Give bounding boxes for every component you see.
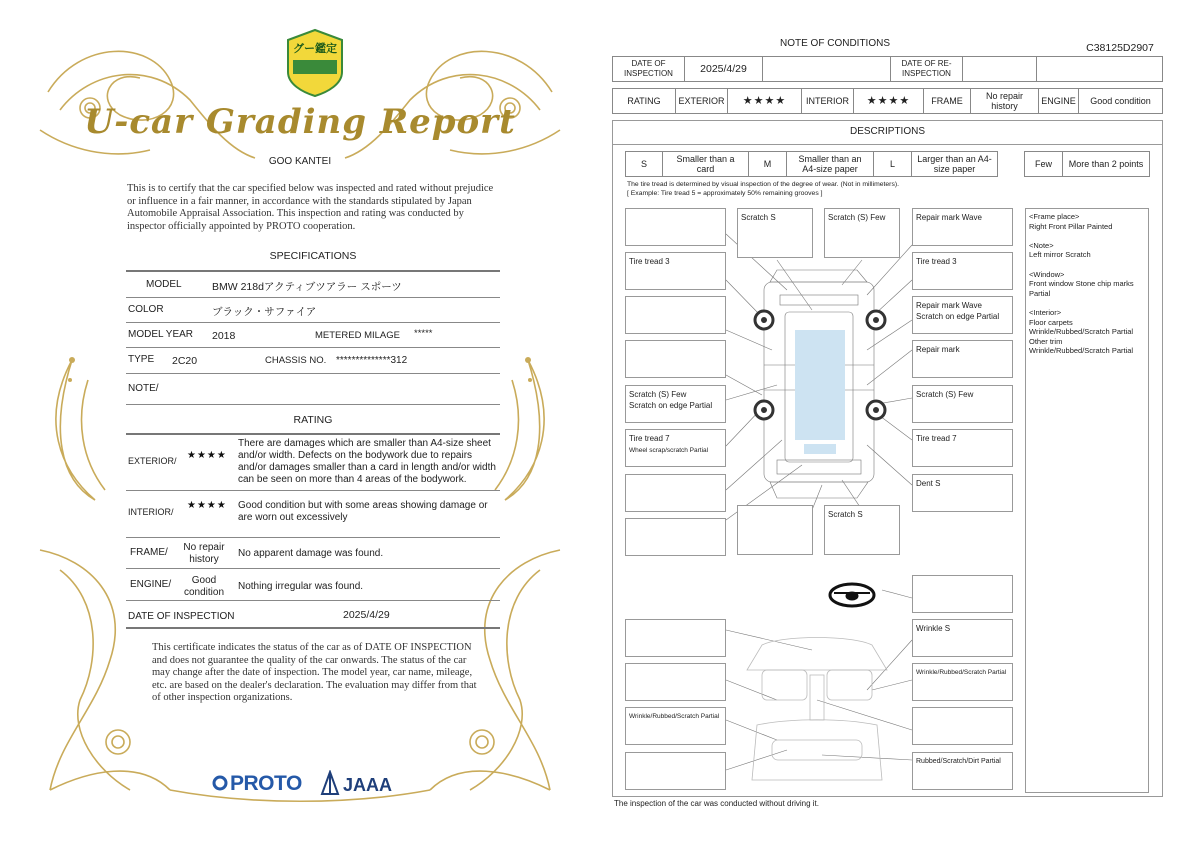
damage-box-steering: [912, 575, 1013, 613]
damage-box-scratch-s-top: [737, 208, 813, 258]
window-heading: <Window>: [1029, 269, 1065, 279]
legend-l-text: Larger than an A4-size paper: [917, 154, 992, 174]
date-blank-cell: [763, 57, 891, 81]
date-reinspection-value: [963, 57, 1037, 81]
interior-label: INTERIOR/: [128, 507, 174, 517]
box-label: Wrinkle/Rubbed/Scratch Partial: [916, 669, 1007, 676]
damage-box-wrinkle-s: [912, 619, 1013, 657]
box-label: Repair mark: [916, 345, 960, 354]
descriptions-heading: DESCRIPTIONS: [849, 126, 925, 137]
box-label: Repair mark Wave: [916, 213, 982, 222]
box-label: Rubbed/Scratch/Dirt Partial: [916, 758, 1001, 765]
certificate-footer: This certificate indicates the status of the car as of DATE OF INSPECTION and does not guarantee the quality of the car onwards. The status of the car may change after the date of inspection. The model year, car name, mileage, etc. are based on the dealer's declaration. The evaluation may differ from that of other inspection organizations.: [152, 642, 477, 704]
color-label: COLOR: [128, 304, 164, 315]
engine-value: Good condition: [1090, 96, 1151, 106]
legend-s: S: [626, 152, 663, 176]
tread-note-1: The tire tread is determined by visual inspection of the degree of wear. (Not in millimeters).: [627, 181, 899, 188]
jaaa-logo: JAAA: [343, 775, 393, 795]
frame-label: FRAME/: [130, 547, 168, 558]
damage-box-right-11: [912, 707, 1013, 745]
damage-box-scratch-few-left: [625, 385, 726, 423]
chassis-label: CHASSIS NO.: [265, 355, 327, 366]
engine-value: Good condition: [183, 575, 225, 598]
model-value: BMW 218dアクティブツアラー スポーツ: [212, 281, 402, 293]
box-label: Scratch (S) Few: [916, 390, 974, 399]
divider: [126, 297, 500, 298]
size-legend: [625, 151, 998, 177]
interior-stars: ★★★★: [187, 500, 227, 511]
type-label: TYPE: [128, 354, 155, 365]
exterior-stars: ★★★★: [187, 450, 227, 461]
damage-box-wrinkle-left: [625, 707, 726, 745]
box-label: Scratch (S) Few Scratch on edge Partial: [629, 390, 713, 410]
damage-box-dent-s: [912, 474, 1013, 512]
milage-value: *****: [414, 328, 433, 339]
divider: [126, 322, 500, 323]
note-footer: The inspection of the car was conducted without driving it.: [614, 799, 819, 808]
exterior-label: EXTERIOR: [676, 89, 728, 113]
legend-few: Few: [1025, 152, 1063, 176]
rating-heading: RATING: [293, 414, 333, 426]
frame-place-value: Right Front Pillar Painted: [1029, 221, 1113, 231]
interior-value: Wrinkle/Rubbed/Scratch Partial: [1029, 327, 1134, 337]
frame-text: No apparent damage was found.: [238, 548, 384, 559]
legend-m-text: Smaller than an A4-size paper: [787, 152, 874, 176]
damage-box-wrinkle-right: [912, 663, 1013, 701]
proto-logo-icon: [212, 773, 228, 793]
engine-label: ENGINE/: [130, 579, 172, 590]
damage-box-scratch-few-top: [824, 208, 900, 258]
box-label: Wrinkle S: [916, 624, 951, 633]
box-label: Scratch (S) Few: [828, 213, 886, 222]
date-row: [612, 56, 1163, 82]
damage-box-left-3: [625, 296, 726, 334]
exterior-text: There are damages which are smaller than A4-size sheet and/or width. Defects on the bodywork due to repairs and/or damages smaller than a card in length and/or width can be seen on more than 4 areas of the bodywork.: [238, 438, 496, 485]
divider: [126, 373, 500, 374]
frame-label: FRAME: [924, 89, 971, 113]
certificate-intro: This is to certify that the car specified below was inspected and rated without prejudice or influence in a fair manner, in accordance with the standards stipulated by Japan Automobile Appraisal Association. This inspection and rating was conducted by inspector officially appointed by PROTO cooperation.: [127, 183, 494, 232]
box-label: Tire tread 3: [629, 257, 670, 266]
interior-heading: <Interior>: [1029, 307, 1062, 317]
divider: [126, 568, 500, 569]
few-legend: [1024, 151, 1150, 177]
legend-s-text: Smaller than a card: [663, 152, 749, 176]
date-inspection-value: 2025/4/29: [685, 57, 763, 81]
note-heading: <Note>: [1029, 240, 1054, 250]
divider: [612, 144, 1163, 145]
legend-few-text: More than 2 points: [1068, 159, 1144, 169]
model-label: MODEL: [146, 279, 182, 290]
interior-label: INTERIOR: [802, 89, 854, 113]
badge-text: グー鑑定: [293, 43, 337, 55]
steering-wheel-icon: [830, 584, 874, 606]
legend-l: L: [874, 152, 912, 176]
damage-box-scratch-few-right: [912, 385, 1013, 423]
damage-box-left-8: [625, 518, 726, 556]
rating-row: [612, 88, 1163, 114]
damage-box-tire-tread-3-left: [625, 252, 726, 290]
damage-box-left-7: [625, 474, 726, 512]
divider: [126, 537, 500, 538]
damage-box-repair-wave-scratch: [912, 296, 1013, 334]
exterior-stars: ★★★★: [728, 89, 802, 113]
divider: [126, 627, 500, 629]
box-label: Tire tread 3: [916, 257, 957, 266]
certificate-title: U-car Grading Report: [84, 102, 516, 142]
box-label: Dent S: [916, 479, 941, 488]
color-value: ブラック・サファイア: [212, 306, 317, 318]
document-code: C38125D2907: [1086, 42, 1154, 54]
damage-box-left-12: [625, 752, 726, 790]
chassis-value: **************312: [336, 355, 408, 366]
interior-value: Wrinkle/Rubbed/Scratch Partial: [1029, 346, 1134, 356]
proto-logo: PROTO: [230, 772, 302, 795]
divider: [126, 490, 500, 491]
damage-box-left-9: [625, 619, 726, 657]
engine-label: ENGINE: [1039, 89, 1079, 113]
specifications-heading: SPECIFICATIONS: [269, 250, 357, 262]
damage-box-repair-wave: [912, 208, 1013, 246]
divider: [126, 347, 500, 348]
interior-text: Good condition but with some areas showing damage or are worn out excessively: [238, 500, 488, 523]
note-label: NOTE/: [128, 383, 159, 394]
box-label: Tire tread 7 Wheel scrap/scratch Partial: [629, 434, 709, 454]
divider: [126, 404, 500, 405]
box-label: Scratch S: [741, 213, 776, 222]
damage-box-rubbed-dirt: [912, 752, 1013, 790]
damage-box-tire-tread-7-right: [912, 429, 1013, 467]
model-year-label: MODEL YEAR: [128, 329, 194, 340]
divider: [126, 433, 500, 435]
interior-sketch: [747, 638, 887, 781]
damage-box-left-1: [625, 208, 726, 246]
date-blank-cell: [1037, 57, 1162, 81]
box-label: Scratch S: [828, 510, 863, 519]
damage-box-tire-tread-7-left: [625, 429, 726, 467]
rating-label: RATING: [613, 89, 676, 113]
exterior-label: EXTERIOR/: [128, 456, 177, 466]
note-title: NOTE OF CONDITIONS: [780, 38, 890, 49]
date-inspection-value: 2025/4/29: [343, 609, 390, 621]
jaaa-logo-icon: [320, 770, 340, 796]
engine-text: Nothing irregular was found.: [238, 581, 364, 592]
type-value: 2C20: [172, 355, 198, 367]
box-label: Tire tread 7: [916, 434, 957, 443]
description-list: [1025, 208, 1149, 793]
box-label: Repair mark Wave Scratch on edge Partial: [916, 301, 1000, 321]
date-inspection-label: DATE OF INSPECTION: [128, 611, 235, 622]
tread-note-2: [ Example: Tire tread 5 = approximately 50% remaining grooves ]: [627, 190, 823, 197]
window-value: Front window Stone chip marks Partial: [1029, 279, 1134, 298]
note-value: Left mirror Scratch: [1029, 250, 1091, 260]
damage-box-bottom-middle-left: [737, 505, 813, 555]
damage-box-repair-mark: [912, 340, 1013, 378]
interior-value: Other trim: [1029, 336, 1063, 346]
model-year-value: 2018: [212, 330, 236, 342]
interior-value: Floor carpets: [1029, 317, 1073, 327]
frame-place-heading: <Frame place>: [1029, 212, 1080, 221]
certificate-subtitle: GOO KANTEI: [268, 156, 332, 167]
damage-box-scratch-s-bottom: [824, 505, 900, 555]
date-reinspection-label: DATE OF RE-INSPECTION: [891, 57, 963, 81]
legend-m: M: [749, 152, 787, 176]
divider: [126, 270, 500, 272]
frame-value: No repair history: [183, 542, 225, 565]
damage-box-tire-tread-3-right: [912, 252, 1013, 290]
box-label: Wrinkle/Rubbed/Scratch Partial: [629, 713, 720, 720]
divider: [126, 600, 500, 601]
interior-stars: ★★★★: [854, 89, 924, 113]
date-inspection-label: DATE OF INSPECTION: [613, 57, 685, 81]
damage-box-left-10: [625, 663, 726, 701]
damage-box-left-4: [625, 340, 726, 378]
frame-value: No repair history: [971, 89, 1039, 113]
milage-label: METERED MILAGE: [315, 330, 400, 341]
